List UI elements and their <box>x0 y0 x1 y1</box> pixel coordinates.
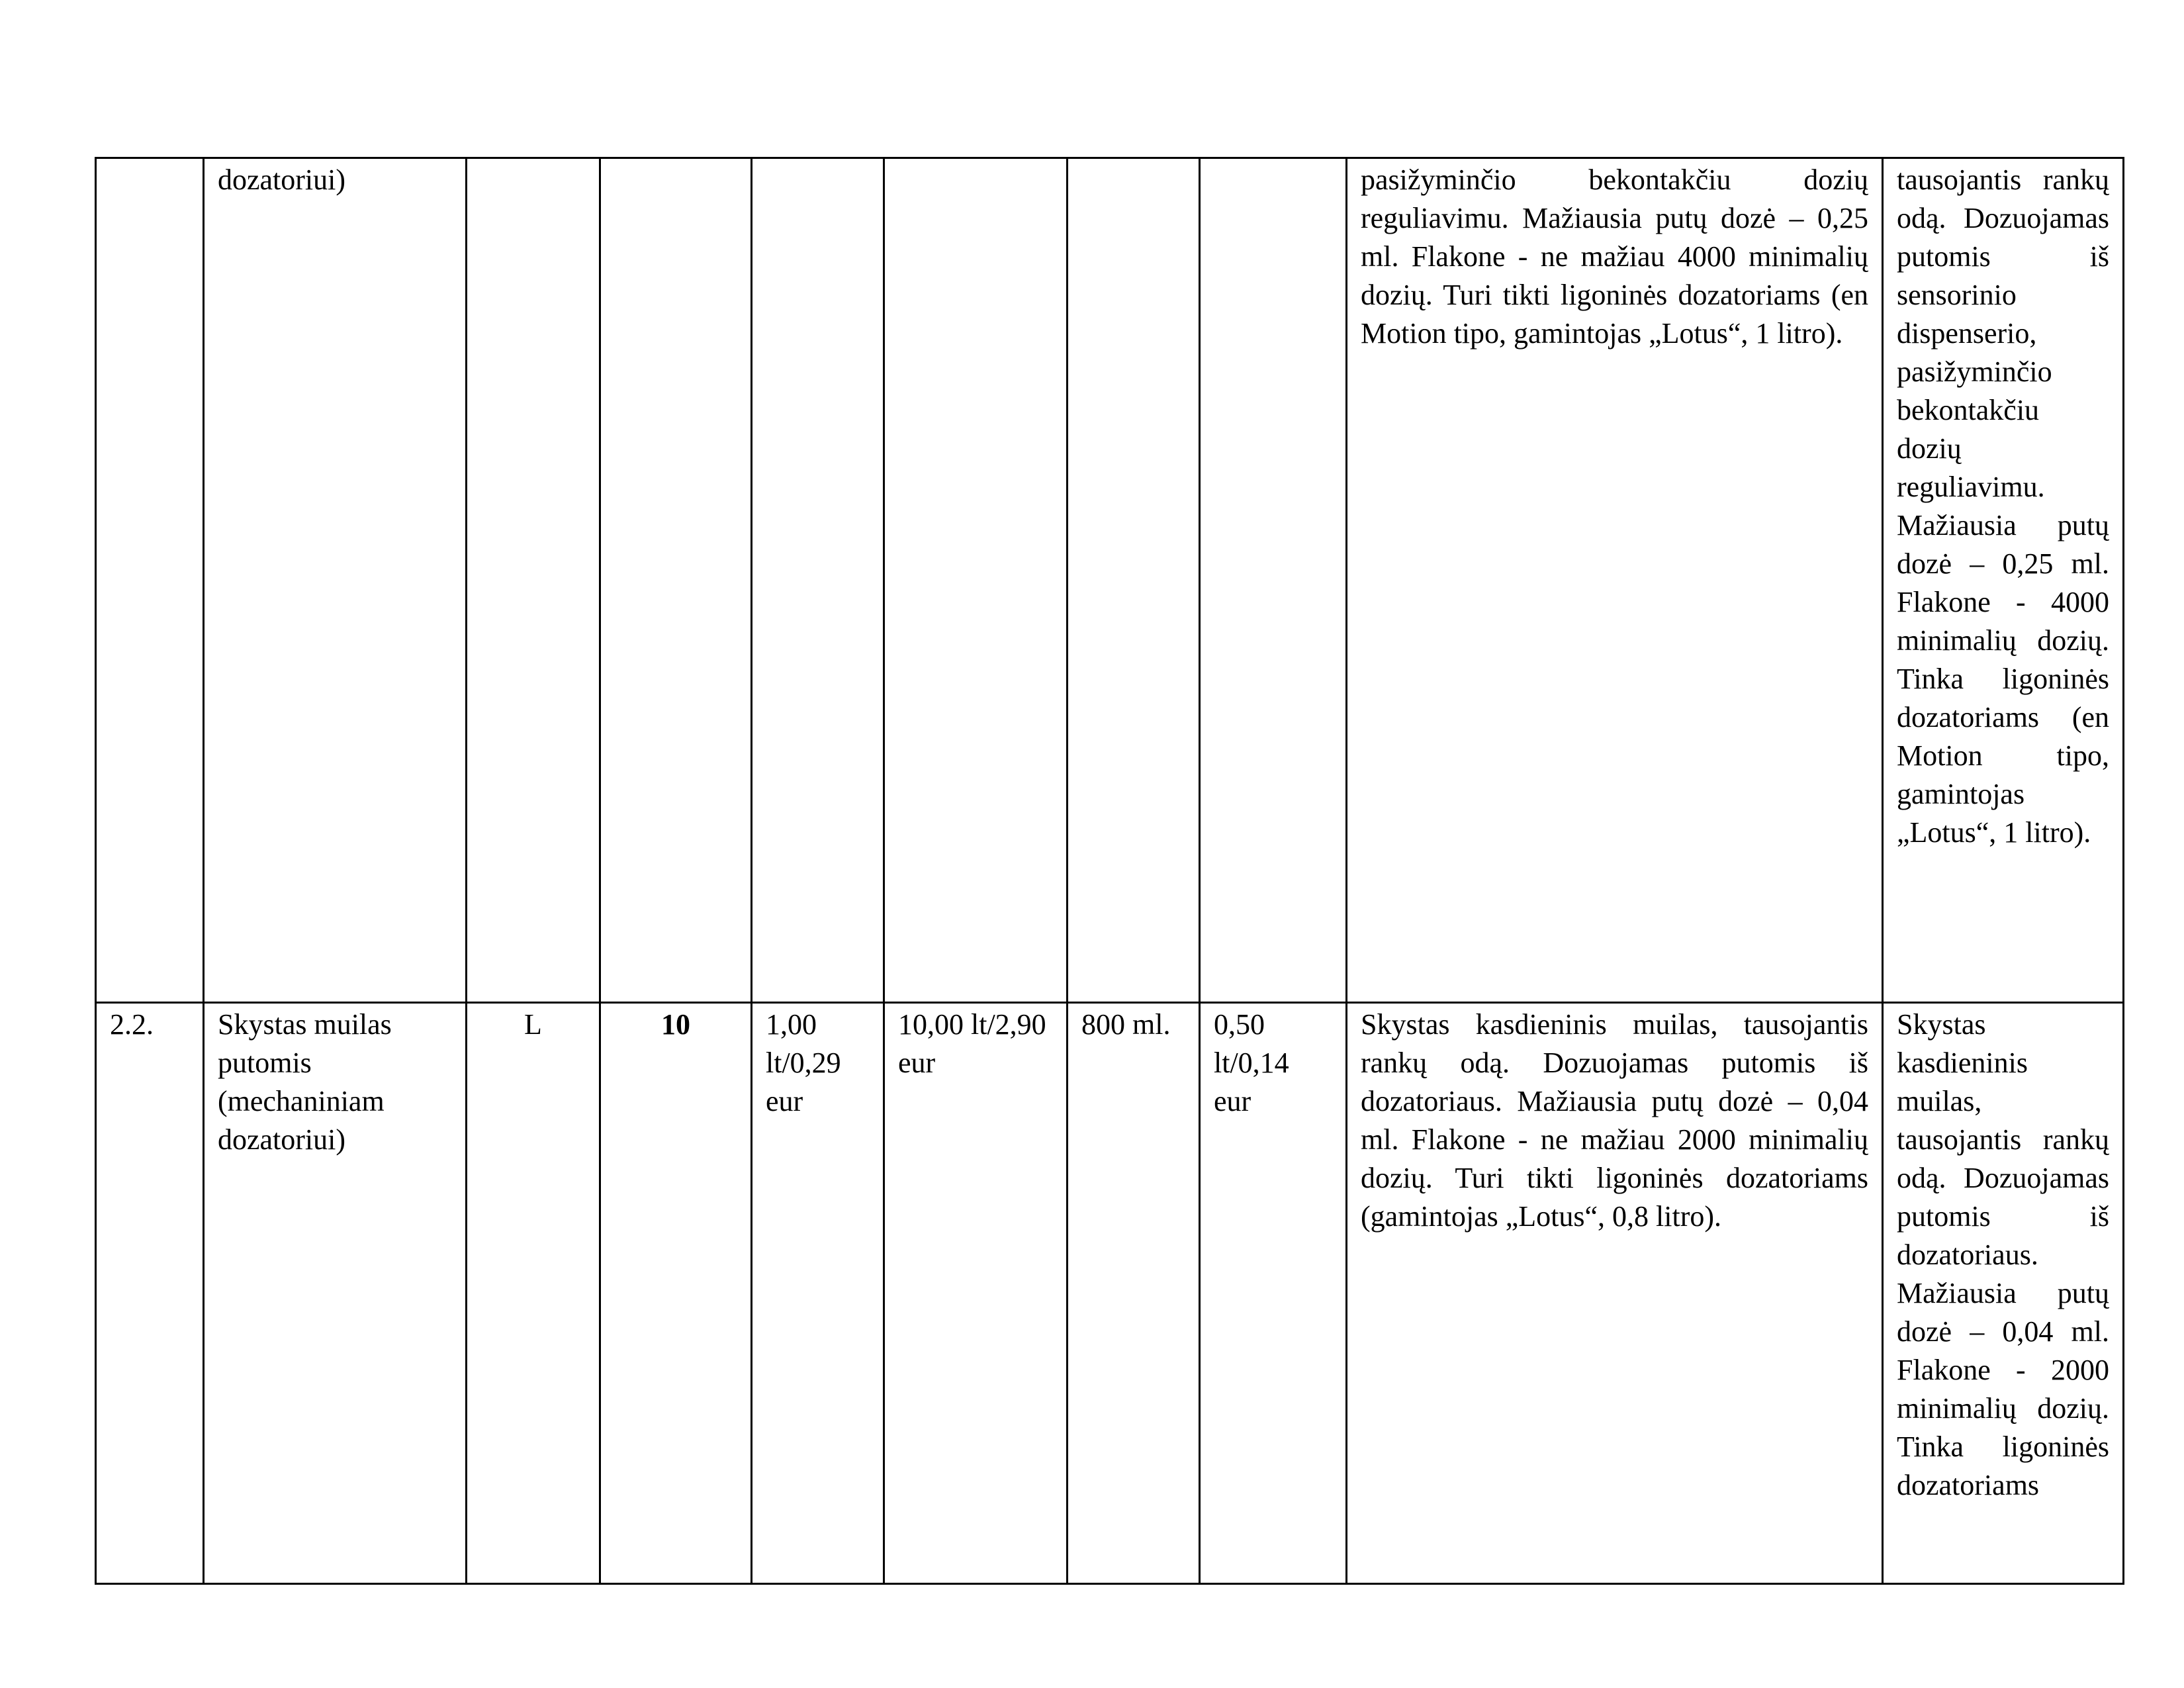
cell-unit <box>467 158 600 1003</box>
cell-unit: L <box>467 1003 600 1584</box>
cell-offered-spec: tausojantis rankų odą. Dozuojamas putomis iš sensorinio dispenserio, pasižyminčio bekontakčiu dozių reguliavimu. Mažiausia putų dozė – 0,25 ml. Flakone - 4000 minimalių dozių. Tinka ligoninės dozatoriams (en Motion tipo, gamintojas „Lotus“, 1 litro). <box>1883 158 2124 1003</box>
table-row <box>96 158 2124 1003</box>
cell-unit-price: 1,00 lt/0,29 eur <box>752 1003 884 1584</box>
cell-total <box>884 158 1068 1003</box>
cell-no: 2.2. <box>96 1003 204 1584</box>
cell-volume: 800 ml. <box>1068 1003 1200 1584</box>
cell-no <box>96 158 204 1003</box>
cell-volume <box>1068 158 1200 1003</box>
cell-name: Skystas muilas putomis (mechaniniam dozatoriui) <box>204 1003 467 1584</box>
cell-offered-spec: Skystas kasdieninis muilas, tausojantis rankų odą. Dozuojamas putomis iš dozatoriaus. Mažiausia putų dozė – 0,04 ml. Flakone - 2000 minimalių dozių. Tinka ligoninės dozatoriams <box>1883 1003 2124 1584</box>
cell-total: 10,00 lt/2,90 eur <box>884 1003 1068 1584</box>
cell-price-per-100 <box>1200 158 1347 1003</box>
cell-required-spec: pasižyminčio bekontakčiu dozių reguliavimu. Mažiausia putų dozė – 0,25 ml. Flakone - ne mažiau 4000 minimalių dozių. Turi tikti ligoninės dozatoriams (en Motion tipo, gamintojas „Lotus“, 1 litro). <box>1347 158 1883 1003</box>
cell-name: dozatoriui) <box>204 158 467 1003</box>
cell-required-spec: Skystas kasdieninis muilas, tausojantis rankų odą. Dozuojamas putomis iš dozatoriaus. Mažiausia putų dozė – 0,04 ml. Flakone - ne mažiau 2000 minimalių dozių. Turi tikti ligoninės dozatoriams (gamintojas „Lotus“, 0,8 litro). <box>1347 1003 1883 1584</box>
cell-qty: 10 <box>600 1003 752 1584</box>
cell-unit-price <box>752 158 884 1003</box>
cell-price-per-100: 0,50 lt/0,14 eur <box>1200 1003 1347 1584</box>
cell-qty <box>600 158 752 1003</box>
product-spec-table <box>95 157 2124 1585</box>
table-row <box>96 1003 2124 1584</box>
